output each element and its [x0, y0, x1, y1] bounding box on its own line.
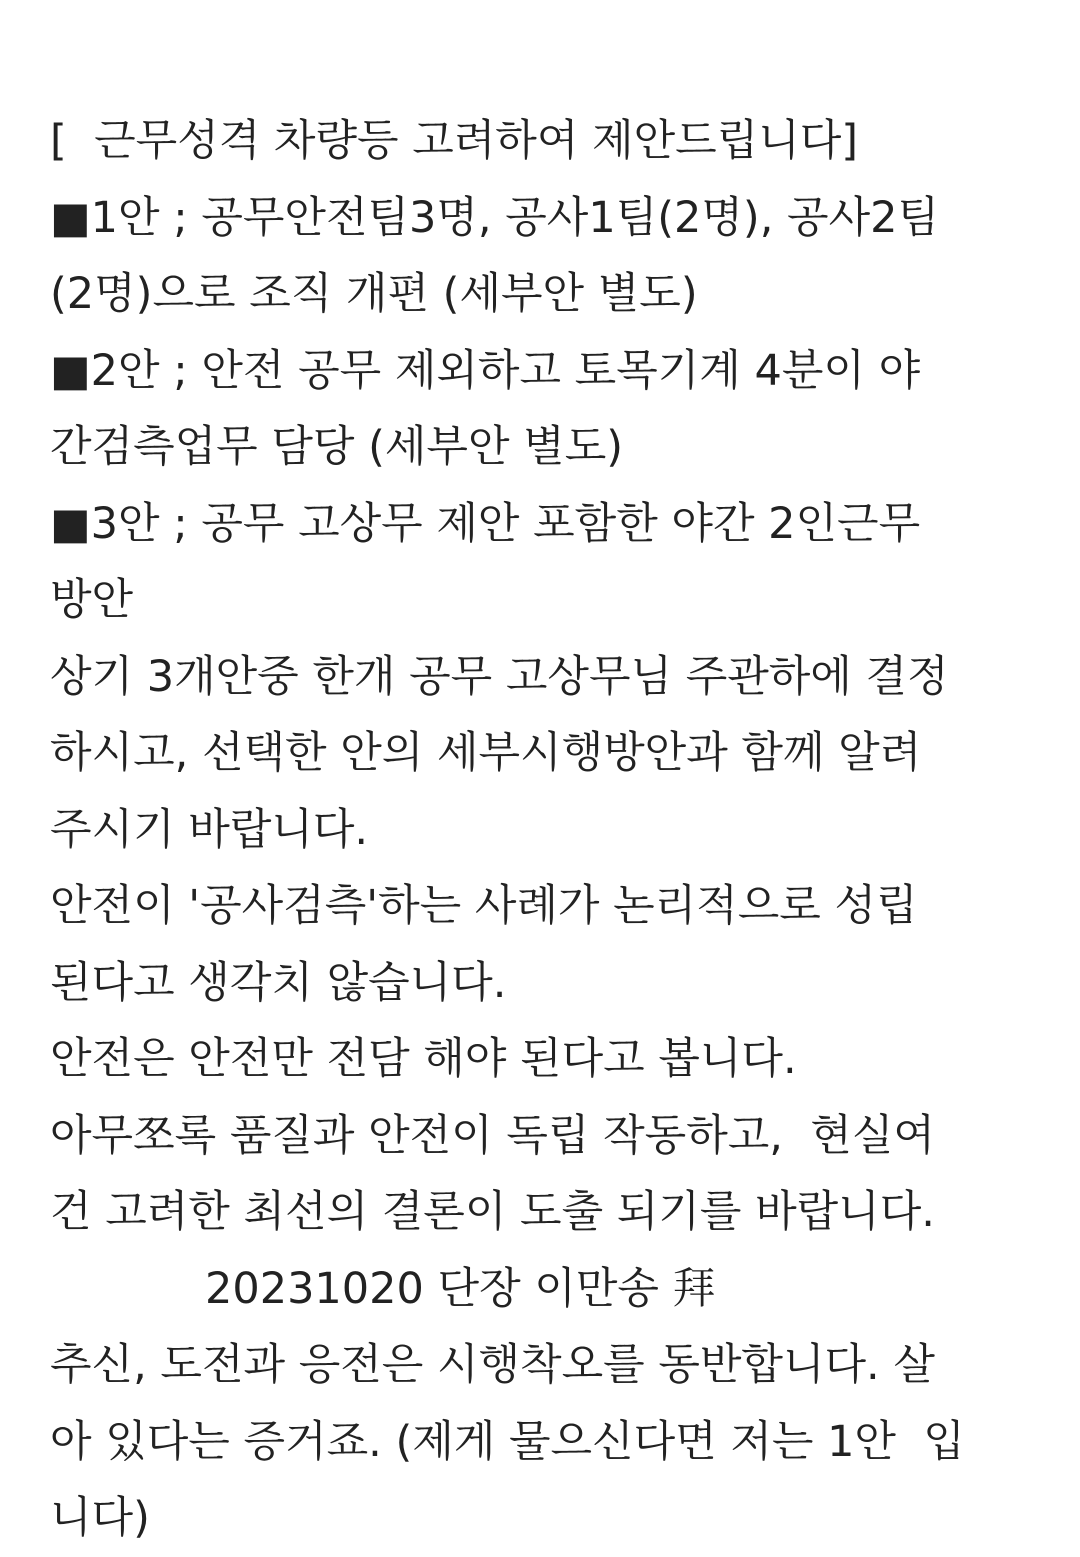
option-1-line-2: (2명)으로 조직 개편 (세부안 별도): [50, 269, 698, 319]
option-1-line-1: ■1안 ; 공무안전팀3명, 공사1팀(2명), 공사2팀: [50, 192, 939, 243]
option-2-line-2: 간검측업무 담당 (세부안 별도): [50, 422, 624, 472]
option-3-line-2: 방안: [50, 575, 134, 625]
opinion-line-2: 된다고 생각치 않습니다.: [50, 957, 507, 1008]
postscript-line-2: 아 있다는 증거죠. (제게 물으신다면 저는 1안 입: [50, 1416, 965, 1467]
closing-line-1: 아무쪼록 품질과 안전이 독립 작동하고, 현실여: [50, 1110, 935, 1161]
request-line-3: 주시기 바랍니다.: [50, 804, 369, 855]
postscript-line-1: 추신, 도전과 응전은 시행착오를 동반합니다. 살: [50, 1340, 935, 1390]
request-line-2: 하시고, 선택한 안의 세부시행방안과 함께 알려: [50, 728, 922, 778]
postscript-line-3: 니다): [50, 1493, 150, 1543]
option-2-line-1: ■2안 ; 안전 공무 제외하고 토목기계 4분이 야: [50, 345, 921, 396]
opinion-line-3: 안전은 안전만 전담 해야 된다고 봅니다.: [50, 1034, 797, 1084]
memo-document: [50, 103, 1050, 1557]
closing-line-2: 건 고려한 최선의 결론이 도출 되기를 바랍니다.: [50, 1187, 935, 1237]
request-line-1: 상기 3개안중 한개 공무 고상무님 주관하에 결정: [50, 651, 949, 702]
opinion-line-1: 안전이 '공사검측'하는 사례가 논리적으로 성립: [50, 881, 918, 931]
signature-line: 20231020 단장 이만송 拜: [205, 1263, 716, 1314]
option-3-line-1: ■3안 ; 공무 고상무 제안 포함한 야간 2인근무: [50, 498, 921, 549]
memo-heading: [ 근무성격 차량등 고려하여 제안드립니다]: [50, 116, 859, 166]
